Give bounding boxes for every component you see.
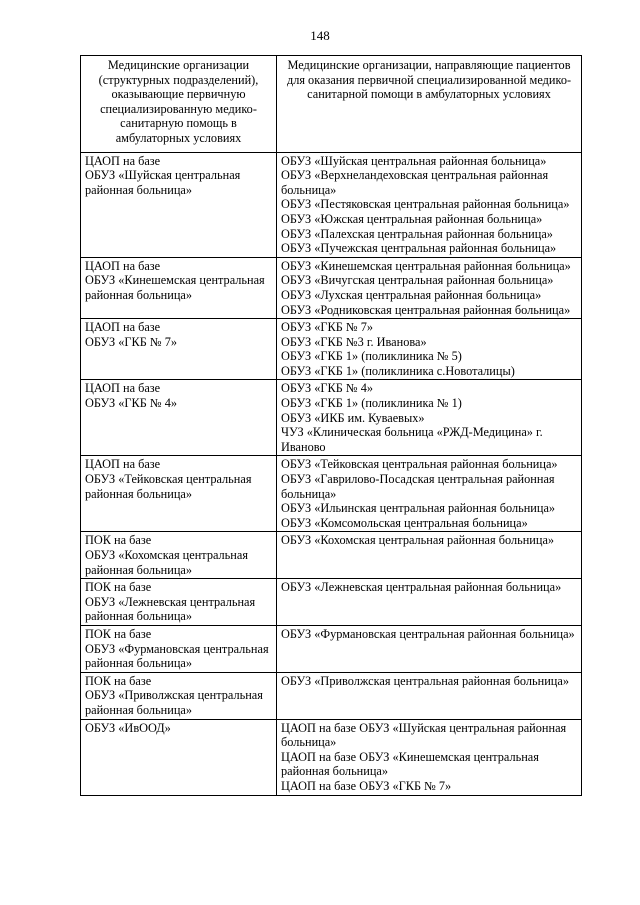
referrer-line: ОБУЗ «Лежневская центральная районная больница» [281,580,562,595]
provider-cell [81,257,277,318]
table-row [81,532,582,579]
referrer-cell [277,672,582,719]
referrer-line: ОБУЗ «ГКБ 1» (поликлиника № 5) [281,349,462,364]
referrer-cell [277,719,582,795]
provider-cell [81,152,277,257]
header-col-referrers: Медицинские организации, направляющие пациентов для оказания первичной специализированной медико-санитарной помощи в амбулаторных условиях [277,56,582,153]
provider-line: ОБУЗ «Шуйская центральная районная больница» [85,168,241,197]
referrer-line: ОБУЗ «Верхнеландеховская центральная районная больница» [281,168,549,197]
provider-line: ЦАОП на базе [85,258,161,273]
referrer-cell [277,532,582,579]
table-header-row [81,56,582,153]
referrer-line: ОБУЗ «ГКБ 1» (поликлиника с.Новоталицы) [281,363,515,378]
referrer-line: ЦАОП на базе ОБУЗ «ГКБ № 7» [281,778,452,793]
referrer-line: ОБУЗ «ГКБ №3 г. Иванова» [281,334,427,349]
referrer-line: ОБУЗ «Пестяковская центральная районная больница» [281,197,570,212]
referrer-line: ЦАОП на базе ОБУЗ «Кинешемская центральная районная больница» [281,749,539,779]
provider-line: ОБУЗ «Тейковская центральная районная больница» [85,472,252,501]
referrer-cell [277,152,582,257]
provider-line: ОБУЗ «ИвООД» [85,720,171,735]
referrer-line: ОБУЗ «Кохомская центральная районная больница» [281,533,555,548]
referrer-line: ОБУЗ «Родниковская центральная районная больница» [281,302,571,317]
referrer-line: ОБУЗ «ГКБ № 7» [281,320,373,335]
referrer-line: ОБУЗ «Тейковская центральная районная больница» [281,457,558,472]
provider-cell [81,579,277,626]
referrer-line: ОБУЗ «Ильинская центральная районная больница» [281,501,556,516]
provider-line: ЦАОП на базе [85,153,161,168]
organizations-table [80,55,582,796]
provider-line: ОБУЗ «ГКБ № 7» [85,334,177,349]
table-row [81,672,582,719]
referrer-line: ОБУЗ «Лухская центральная районная больница» [281,287,542,302]
referrer-line: ОБУЗ «Пучежская центральная районная больница» [281,241,557,256]
referrer-cell [277,456,582,532]
referrer-line: ОБУЗ «Приволжская центральная районная больница» [281,673,569,688]
provider-line: ПОК на базе [85,626,152,641]
referrer-line: ОБУЗ «Южская центральная районная больница» [281,211,543,226]
provider-cell [81,380,277,456]
referrer-line: ОБУЗ «Кинешемская центральная районная больница» [281,258,571,273]
table-row [81,319,582,380]
referrer-cell [277,579,582,626]
table-row [81,719,582,795]
provider-line: ПОК на базе [85,673,152,688]
referrer-line: ОБУЗ «ГКБ № 4» [281,381,373,396]
provider-line: ОБУЗ «Приволжская центральная районная больница» [85,688,263,717]
referrer-line: ЧУЗ «Клиническая больница «РЖД-Медицина» г. Иваново [281,425,543,454]
provider-cell [81,319,277,380]
provider-cell [81,625,277,672]
referrer-cell [277,257,582,318]
referrer-cell [277,319,582,380]
provider-line: ЦАОП на базе [85,381,161,396]
provider-line: ОБУЗ «Кинешемская центральная районная больница» [85,273,265,302]
table-body [81,152,582,795]
referrer-line: ОБУЗ «Гаврилово-Посадская центральная районная больница» [281,472,555,501]
table-row [81,380,582,456]
provider-line: ЦАОП на базе [85,457,161,472]
table-row [81,257,582,318]
referrer-cell [277,380,582,456]
provider-line: ПОК на базе [85,580,152,595]
provider-cell [81,719,277,795]
table-row [81,152,582,257]
provider-cell [81,672,277,719]
referrer-line: ЦАОП на базе ОБУЗ «Шуйская центральная районная больница» [281,720,567,750]
referrer-line: ОБУЗ «ГКБ 1» (поликлиника № 1) [281,396,462,411]
provider-line: ЦАОП на базе [85,320,161,335]
referrer-cell [277,625,582,672]
provider-line: ОБУЗ «ГКБ № 4» [85,396,177,411]
referrer-line: ОБУЗ «ИКБ им. Куваевых» [281,410,425,425]
header-col-providers: Медицинские организации (структурных подразделений), оказывающие первичную специализированную медико-санитарную помощь в амбулаторных условиях [81,56,277,153]
referrer-line: ОБУЗ «Вичугская центральная районная больница» [281,273,554,288]
referrer-line: ОБУЗ «Комсомольская центральная больница» [281,515,528,530]
table-row [81,456,582,532]
provider-line: ОБУЗ «Фурмановская центральная районная больница» [85,641,269,671]
provider-cell [81,456,277,532]
referrer-line: ОБУЗ «Палехская центральная районная больница» [281,226,553,241]
table-row [81,579,582,626]
provider-cell [81,532,277,579]
provider-line: ОБУЗ «Кохомская центральная районная больница» [85,548,248,577]
referrer-line: ОБУЗ «Фурмановская центральная районная больница» [281,626,575,641]
referrer-line: ОБУЗ «Шуйская центральная районная больница» [281,153,547,168]
page-number: 148 [310,28,330,43]
provider-line: ПОК на базе [85,533,152,548]
table-row [81,625,582,672]
provider-line: ОБУЗ «Лежневская центральная районная больница» [85,594,256,624]
